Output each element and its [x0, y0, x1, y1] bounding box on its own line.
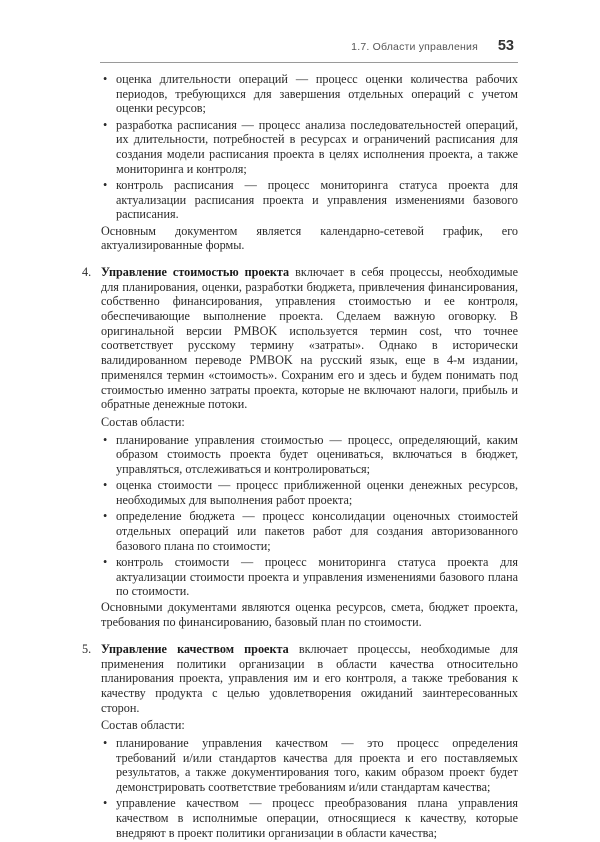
running-header — [100, 38, 518, 63]
page-content — [82, 72, 518, 842]
page-number: 53 — [497, 38, 514, 54]
schedule-process-list — [82, 72, 518, 222]
cost-main-documents: Основными документами являются оценка ресурсов, смета, бюджет проекта, требования по финансированию, базовый план по стоимости. — [101, 600, 518, 630]
bullet-icon: • — [103, 736, 108, 751]
list-item: • планирование управления качеством — это процесс определения требований и/или стандартов качества для проекта и его поставляемых результатов, а также документирования того, каким образом проект будет демонстрировать соответствие требованиям и/или стандартам качества; — [103, 736, 518, 795]
list-item: • оценка длительности операций — процесс оценки количества рабочих периодов, требующихся для завершения отдельных операций с учетом оценки ресурсов; — [103, 72, 518, 116]
bullet-icon: • — [103, 432, 108, 447]
cost-management-section — [82, 265, 518, 412]
list-item: • разработка расписания — процесс анализа последовательностей операций, их длительности, потребностей в ресурсах и ограничений расписания для создания модели расписания проекта в целях исполнения проекта, а также мониторинга и контроля; — [103, 117, 518, 176]
list-item: • управление качеством — процесс преобразования плана управления качеством в исполнимые операции, относящиеся к качеству, которые внедряют в проект политики организации в области качества; — [103, 796, 518, 840]
section-title: 1.7. Области управления — [351, 41, 478, 53]
schedule-main-document: Основным документом является календарно-сетевой график, его актуализированные формы. — [101, 223, 518, 253]
quality-process-list — [82, 736, 518, 840]
section-text: включает процессы, необходимые для применения политики организации в области качества относительно планирования проекта, управления им и его контроля, а также требования к качеству продукта с целью удовлетворения ожиданий заинтересованных сторон. — [101, 641, 518, 715]
list-item: • определение бюджета — процесс консолидации оценочных стоимостей отдельных операций или пакетов работ для создания авторизованного базового плана по стоимости; — [103, 509, 518, 553]
bullet-icon: • — [103, 478, 108, 493]
item-number: 4. — [82, 264, 92, 279]
bullet-icon: • — [103, 177, 108, 192]
section-text: включает в себя процессы, необходимые для планирования, оценки, разработки бюджета, привлечения финансирования, собственно финансирования, управления стоимостью и ее контроля, обеспечивающие выполнение проекта. Сделаем важную оговорку. В оригинальной версии PMBOK используется термин cost, что точнее соответствует русскому термину «затраты». Однако в исторически валидированном переводе PMBOK на русский язык, еще в 4-м издании, применялся термин «стоимость». Сохраним его и здесь и будем понимать под стоимостью именно затраты проекта, которые не включают налоги, прибыль и обратные денежные потоки. — [101, 264, 518, 412]
list-item: • планирование управления стоимостью — процесс, определяющий, каким образом стоимость проекта будет оцениваться, включаться в бюджет, управляться, отслеживаться и контролироваться; — [103, 432, 518, 477]
section-heading: Управление стоимостью проекта — [101, 264, 290, 279]
bullet-icon: • — [103, 72, 108, 86]
bullet-icon: • — [103, 117, 108, 132]
cost-process-list — [82, 433, 518, 599]
composition-label: Состав области: — [101, 414, 185, 429]
list-item: • контроль расписания — процесс мониторинга статуса проекта для актуализации расписания проекта и управления изменениями базового расписания. — [103, 177, 518, 222]
list-item: • оценка стоимости — процесс приближенной оценки денежных ресурсов, необходимых для выполнения работ проекта; — [103, 478, 518, 507]
composition-label: Состав области: — [101, 718, 185, 733]
bullet-icon: • — [103, 554, 108, 569]
section-heading: Управление качеством проекта — [101, 641, 289, 656]
list-item: • контроль стоимости — процесс мониторинга статуса проекта для актуализации стоимости проекта и управления изменениями базового плана по стоимости. — [103, 554, 518, 599]
bullet-icon: • — [103, 796, 108, 811]
item-number: 5. — [82, 641, 92, 656]
bullet-icon: • — [103, 509, 108, 524]
quality-management-section — [82, 642, 518, 716]
